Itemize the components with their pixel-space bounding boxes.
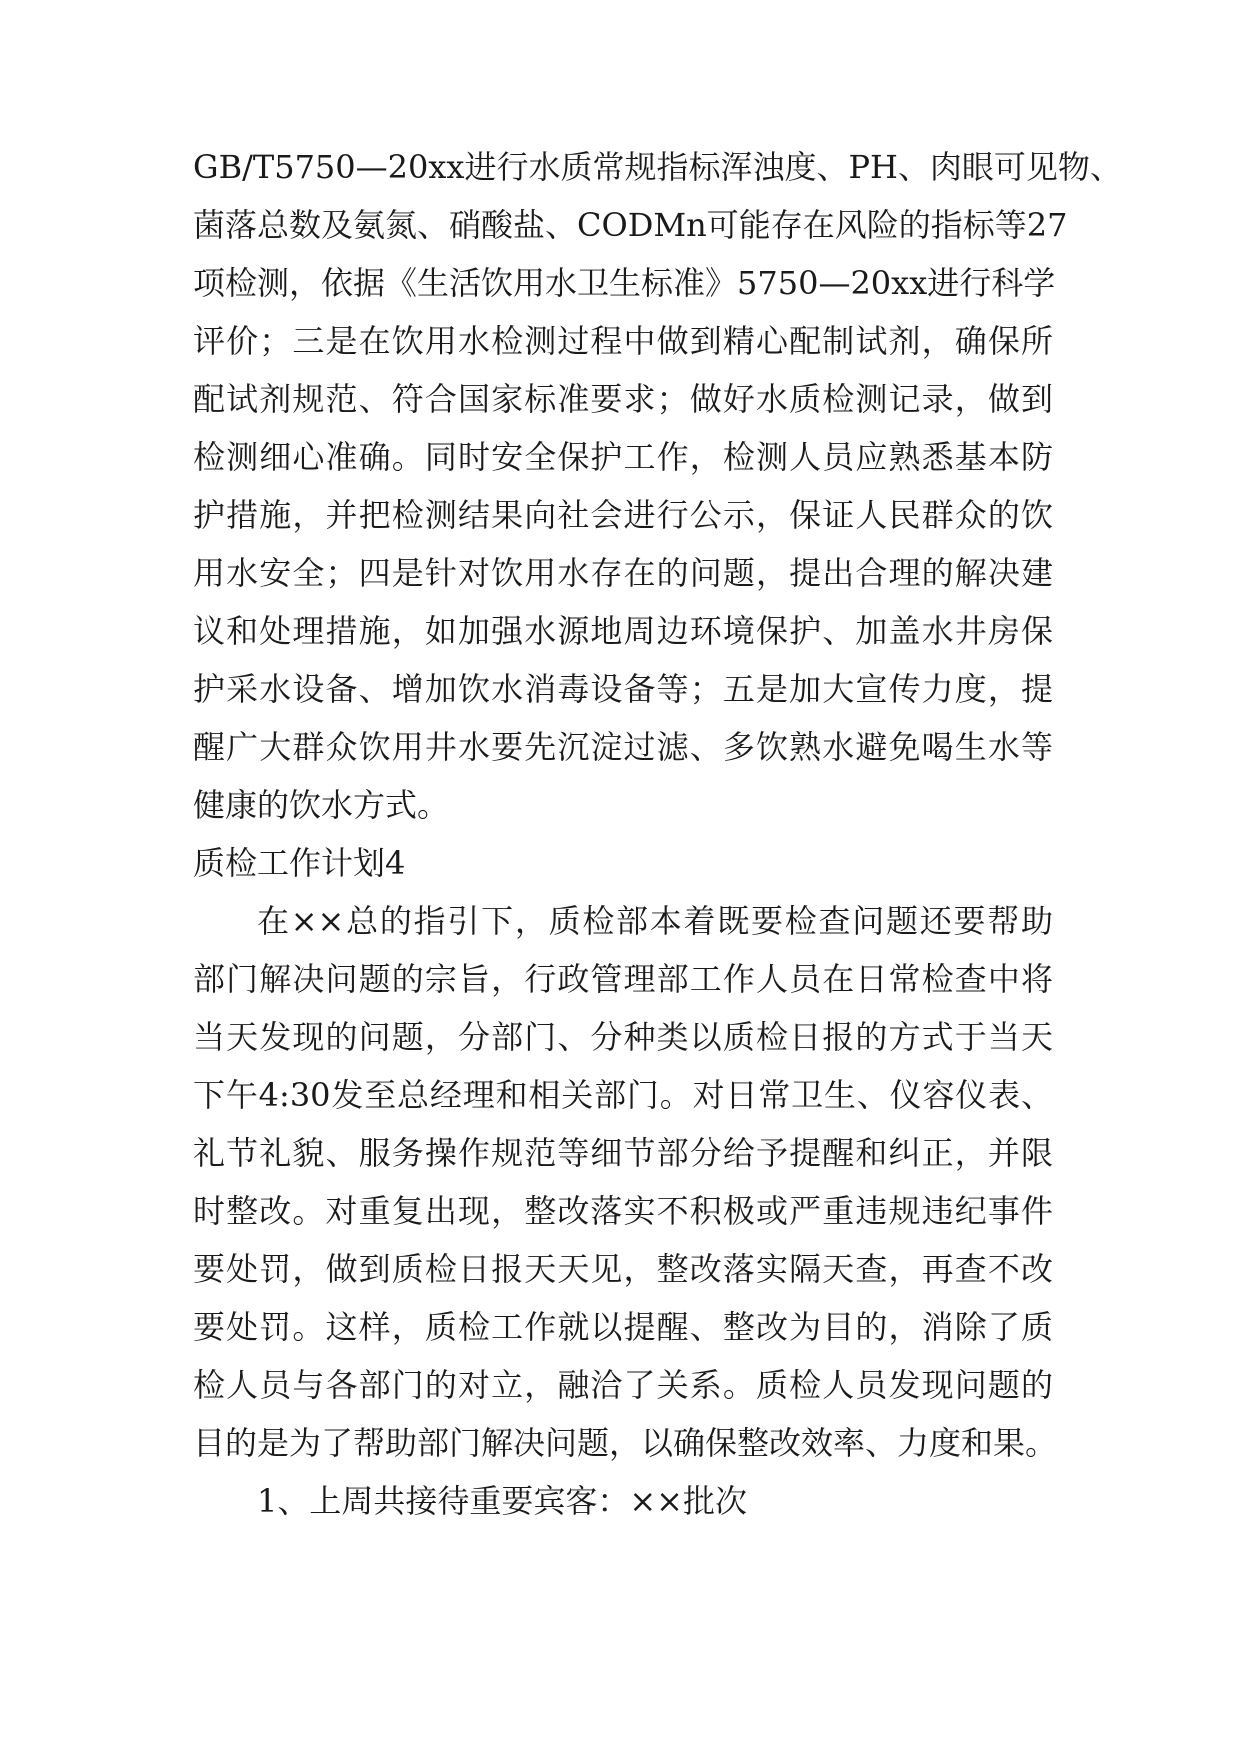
paragraph-line: 目的是为了帮助部门解决问题，以确保整改效率、力度和果。 <box>193 1424 1058 1462</box>
section-heading: 质检工作计划4 <box>193 844 406 882</box>
paragraph-line: 在××总的指引下，质检部本着既要检查问题还要帮助 <box>257 902 1053 940</box>
paragraph-line: 检人员与各部门的对立，融洽了关系。质检人员发现问题的 <box>193 1366 1053 1404</box>
paragraph-line: 要处罚。这样，质检工作就以提醒、整改为目的，消除了质 <box>193 1308 1053 1346</box>
paragraph-line: 评价；三是在饮用水检测过程中做到精心配制试剂，确保所 <box>193 322 1053 360</box>
list-item: 1、上周共接待重要宾客：××批次 <box>257 1482 747 1520</box>
paragraph-line: GB/T5750—20xx进行水质常规指标浑浊度、PH、肉眼可见物、 <box>193 148 1122 186</box>
paragraph-line: 护采水设备、增加饮水消毒设备等；五是加大宣传力度，提 <box>193 670 1053 708</box>
paragraph-line: 当天发现的问题，分部门、分种类以质检日报的方式于当天 <box>193 1018 1053 1056</box>
paragraph-line: 用水安全；四是针对饮用水存在的问题，提出合理的解决建 <box>193 554 1053 592</box>
paragraph-line: 要处罚，做到质检日报天天见，整改落实隔天查，再查不改 <box>193 1250 1053 1288</box>
paragraph-line: 护措施，并把检测结果向社会进行公示，保证人民群众的饮 <box>193 496 1053 534</box>
paragraph-line: 检测细心准确。同时安全保护工作，检测人员应熟悉基本防 <box>193 438 1053 476</box>
paragraph-line: 部门解决问题的宗旨，行政管理部工作人员在日常检查中将 <box>193 960 1053 998</box>
paragraph-line: 时整改。对重复出现，整改落实不积极或严重违规违纪事件 <box>193 1192 1053 1230</box>
paragraph-line: 菌落总数及氨氮、硝酸盐、CODMn可能存在风险的指标等27 <box>193 206 1068 244</box>
paragraph-line: 健康的饮水方式。 <box>193 786 450 824</box>
paragraph-line: 项检测，依据《生活饮用水卫生标准》5750—20xx进行科学 <box>193 264 1056 302</box>
paragraph-line: 议和处理措施，如加强水源地周边环境保护、加盖水井房保 <box>193 612 1053 650</box>
paragraph-line: 下午4:30发至总经理和相关部门。对日常卫生、仪容仪表、 <box>193 1076 1053 1114</box>
paragraph-line: 配试剂规范、符合国家标准要求；做好水质检测记录，做到 <box>193 380 1053 418</box>
paragraph-line: 礼节礼貌、服务操作规范等细节部分给予提醒和纠正，并限 <box>193 1134 1053 1172</box>
paragraph-line: 醒广大群众饮用井水要先沉淀过滤、多饮熟水避免喝生水等 <box>193 728 1053 766</box>
